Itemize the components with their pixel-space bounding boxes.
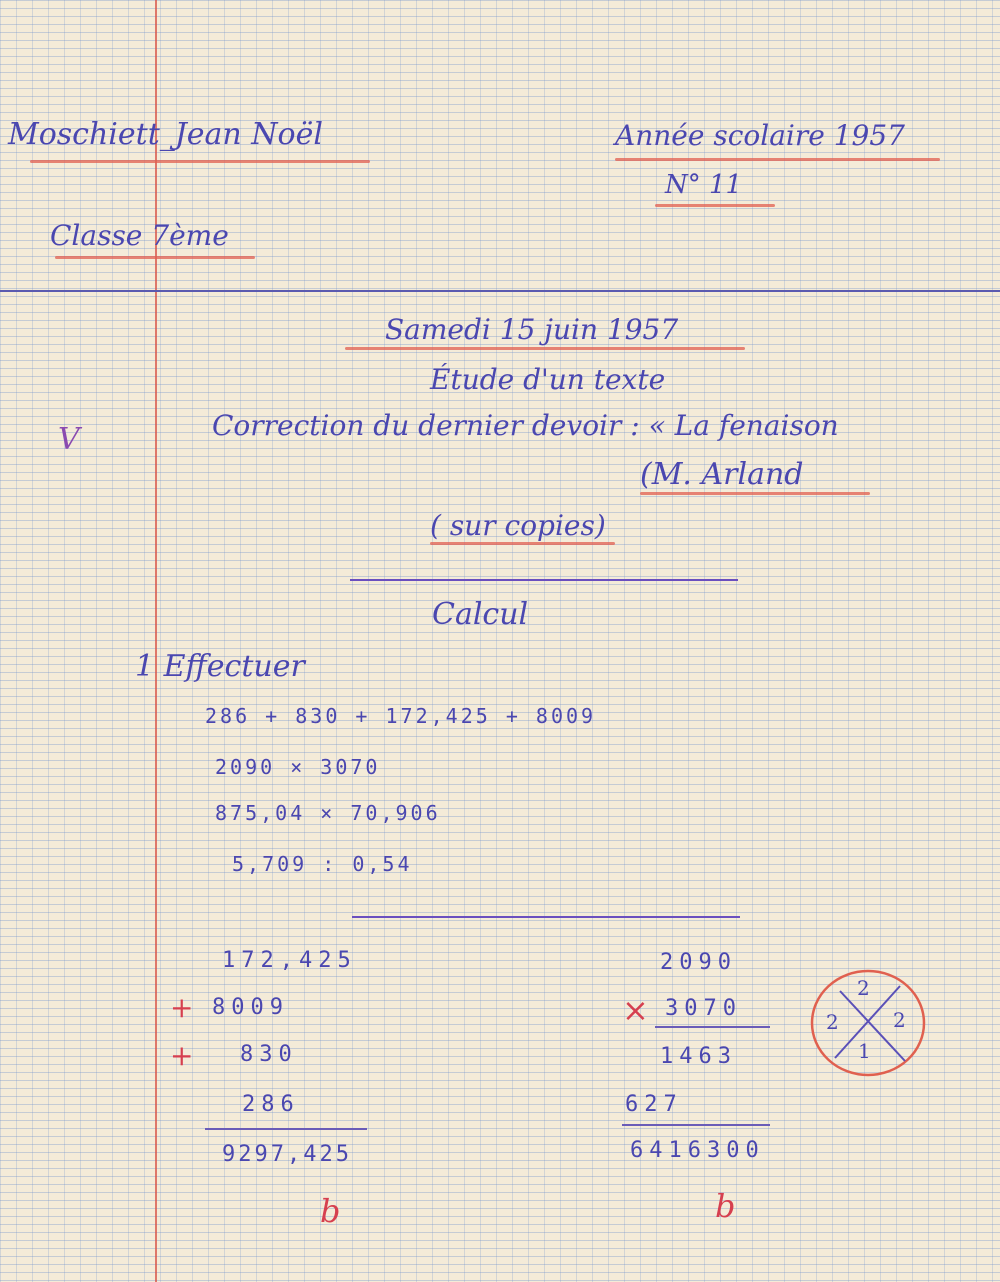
multiplication-operator: × (622, 991, 649, 1029)
section-divider (350, 579, 738, 581)
multiplication-multiplier: 3070 (665, 996, 742, 1021)
copies-note: ( sur copies) (430, 509, 606, 542)
school-year-underline (615, 158, 940, 161)
operation-division: 5,709 : 0,54 (232, 852, 413, 876)
check-bottom-digit: 1 (858, 1039, 871, 1063)
check-top-digit: 2 (857, 976, 870, 1000)
text-author: (M. Arland (640, 457, 804, 492)
multiplication-result: 6416300 (630, 1138, 765, 1163)
addition-operator-2: + (170, 1039, 194, 1072)
exercise-label: 1 Effectuer (135, 649, 305, 684)
operation-multiplication: 2090 × 3070 (215, 755, 381, 779)
header-divider (0, 290, 1000, 292)
calcul-title: Calcul (432, 597, 529, 632)
addition-operator-1: + (170, 991, 194, 1024)
margin-line (155, 0, 157, 1282)
lesson-subject: Étude d'un texte (430, 363, 666, 396)
addition-grade: b (320, 1192, 341, 1230)
lesson-date: Samedi 15 juin 1957 (385, 313, 679, 346)
multiplication-line-1 (655, 1026, 770, 1028)
addition-sum-line (205, 1128, 367, 1130)
class-label: Classe 7ème (50, 219, 229, 252)
multiplication-line-2 (622, 1124, 770, 1126)
operation-addition: 286 + 830 + 172,425 + 8009 (205, 704, 597, 728)
notebook-number: N° 11 (665, 170, 743, 200)
multiplication-multiplicand: 2090 (660, 950, 737, 975)
addition-operand-4: 286 (242, 1092, 300, 1117)
text-author-underline (640, 492, 870, 495)
check-right-digit: 2 (893, 1008, 906, 1032)
addition-operand-3: 830 (240, 1042, 298, 1067)
addition-operand-1: 172,425 (222, 948, 357, 973)
student-name-underline (30, 160, 370, 163)
addition-result: 9297,425 (222, 1142, 352, 1167)
notebook-number-underline (655, 204, 775, 207)
check-cross-circle (805, 966, 935, 1086)
student-name: Moschiett_Jean Noël (8, 117, 323, 152)
school-year: Année scolaire 1957 (615, 119, 905, 152)
class-label-underline (55, 256, 255, 259)
margin-mark: V (58, 422, 80, 457)
copies-note-underline (430, 542, 615, 545)
multiplication-grade: b (715, 1187, 736, 1225)
operations-divider (352, 916, 740, 918)
check-left-digit: 2 (826, 1010, 839, 1034)
multiplication-partial-1: 1463 (660, 1044, 737, 1069)
operation-decimal-multiplication: 875,04 × 70,906 (215, 801, 441, 825)
lesson-date-underline (345, 347, 745, 350)
correction-line: Correction du dernier devoir : « La fenaison (212, 409, 839, 442)
addition-operand-2: 8009 (212, 995, 289, 1020)
multiplication-partial-2: 627 (625, 1092, 683, 1117)
